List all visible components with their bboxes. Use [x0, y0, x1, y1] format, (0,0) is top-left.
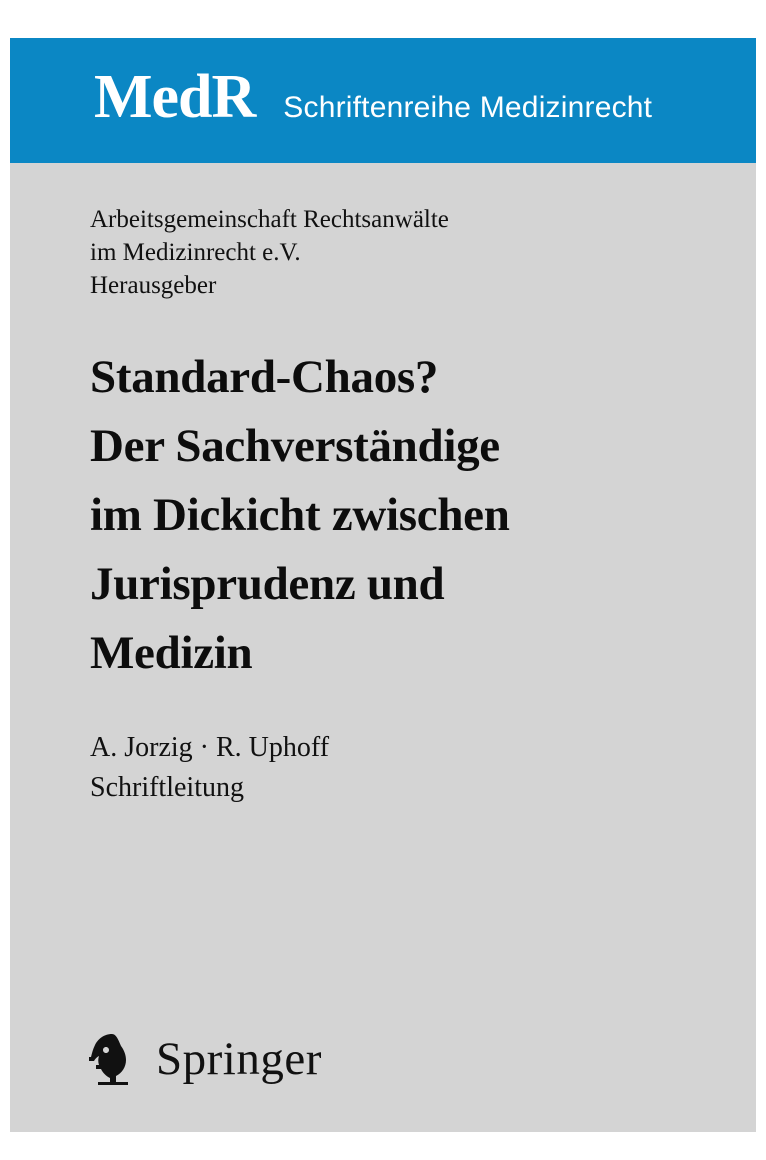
authors-block: [90, 728, 690, 808]
authors-role: Schriftleitung: [90, 772, 244, 803]
series-mark: MedR: [94, 63, 256, 131]
editor-line-3: Herausgeber: [90, 272, 217, 299]
page-margin-bottom: [0, 1132, 766, 1160]
page-margin-top: [0, 0, 766, 38]
publisher: [82, 1028, 322, 1090]
springer-knight-icon: [82, 1028, 144, 1090]
title-line-5: Medizin: [90, 627, 253, 679]
title-line-4: Jurisprudenz und: [90, 558, 445, 610]
series-banner-content: [94, 63, 653, 131]
title-line-2: Der Sachverständige: [90, 420, 500, 472]
page-margin-right: [756, 0, 766, 1160]
editor-line-2: im Medizinrecht e.V.: [90, 239, 301, 266]
publisher-name: Springer: [156, 1032, 322, 1085]
series-banner: [10, 38, 756, 163]
series-name: Schriftenreihe Medizinrecht: [283, 91, 653, 124]
page-margin-left: [0, 0, 10, 1160]
cover-body: [10, 163, 756, 1132]
editor-block: [90, 203, 690, 302]
title-line-1: Standard-Chaos?: [90, 351, 439, 403]
authors-names: A. Jorzig · R. Uphoff: [90, 732, 330, 763]
title-line-3: im Dickicht zwischen: [90, 489, 510, 541]
editor-line-1: Arbeitsgemeinschaft Rechtsanwälte: [90, 206, 449, 233]
book-title: [90, 343, 730, 688]
